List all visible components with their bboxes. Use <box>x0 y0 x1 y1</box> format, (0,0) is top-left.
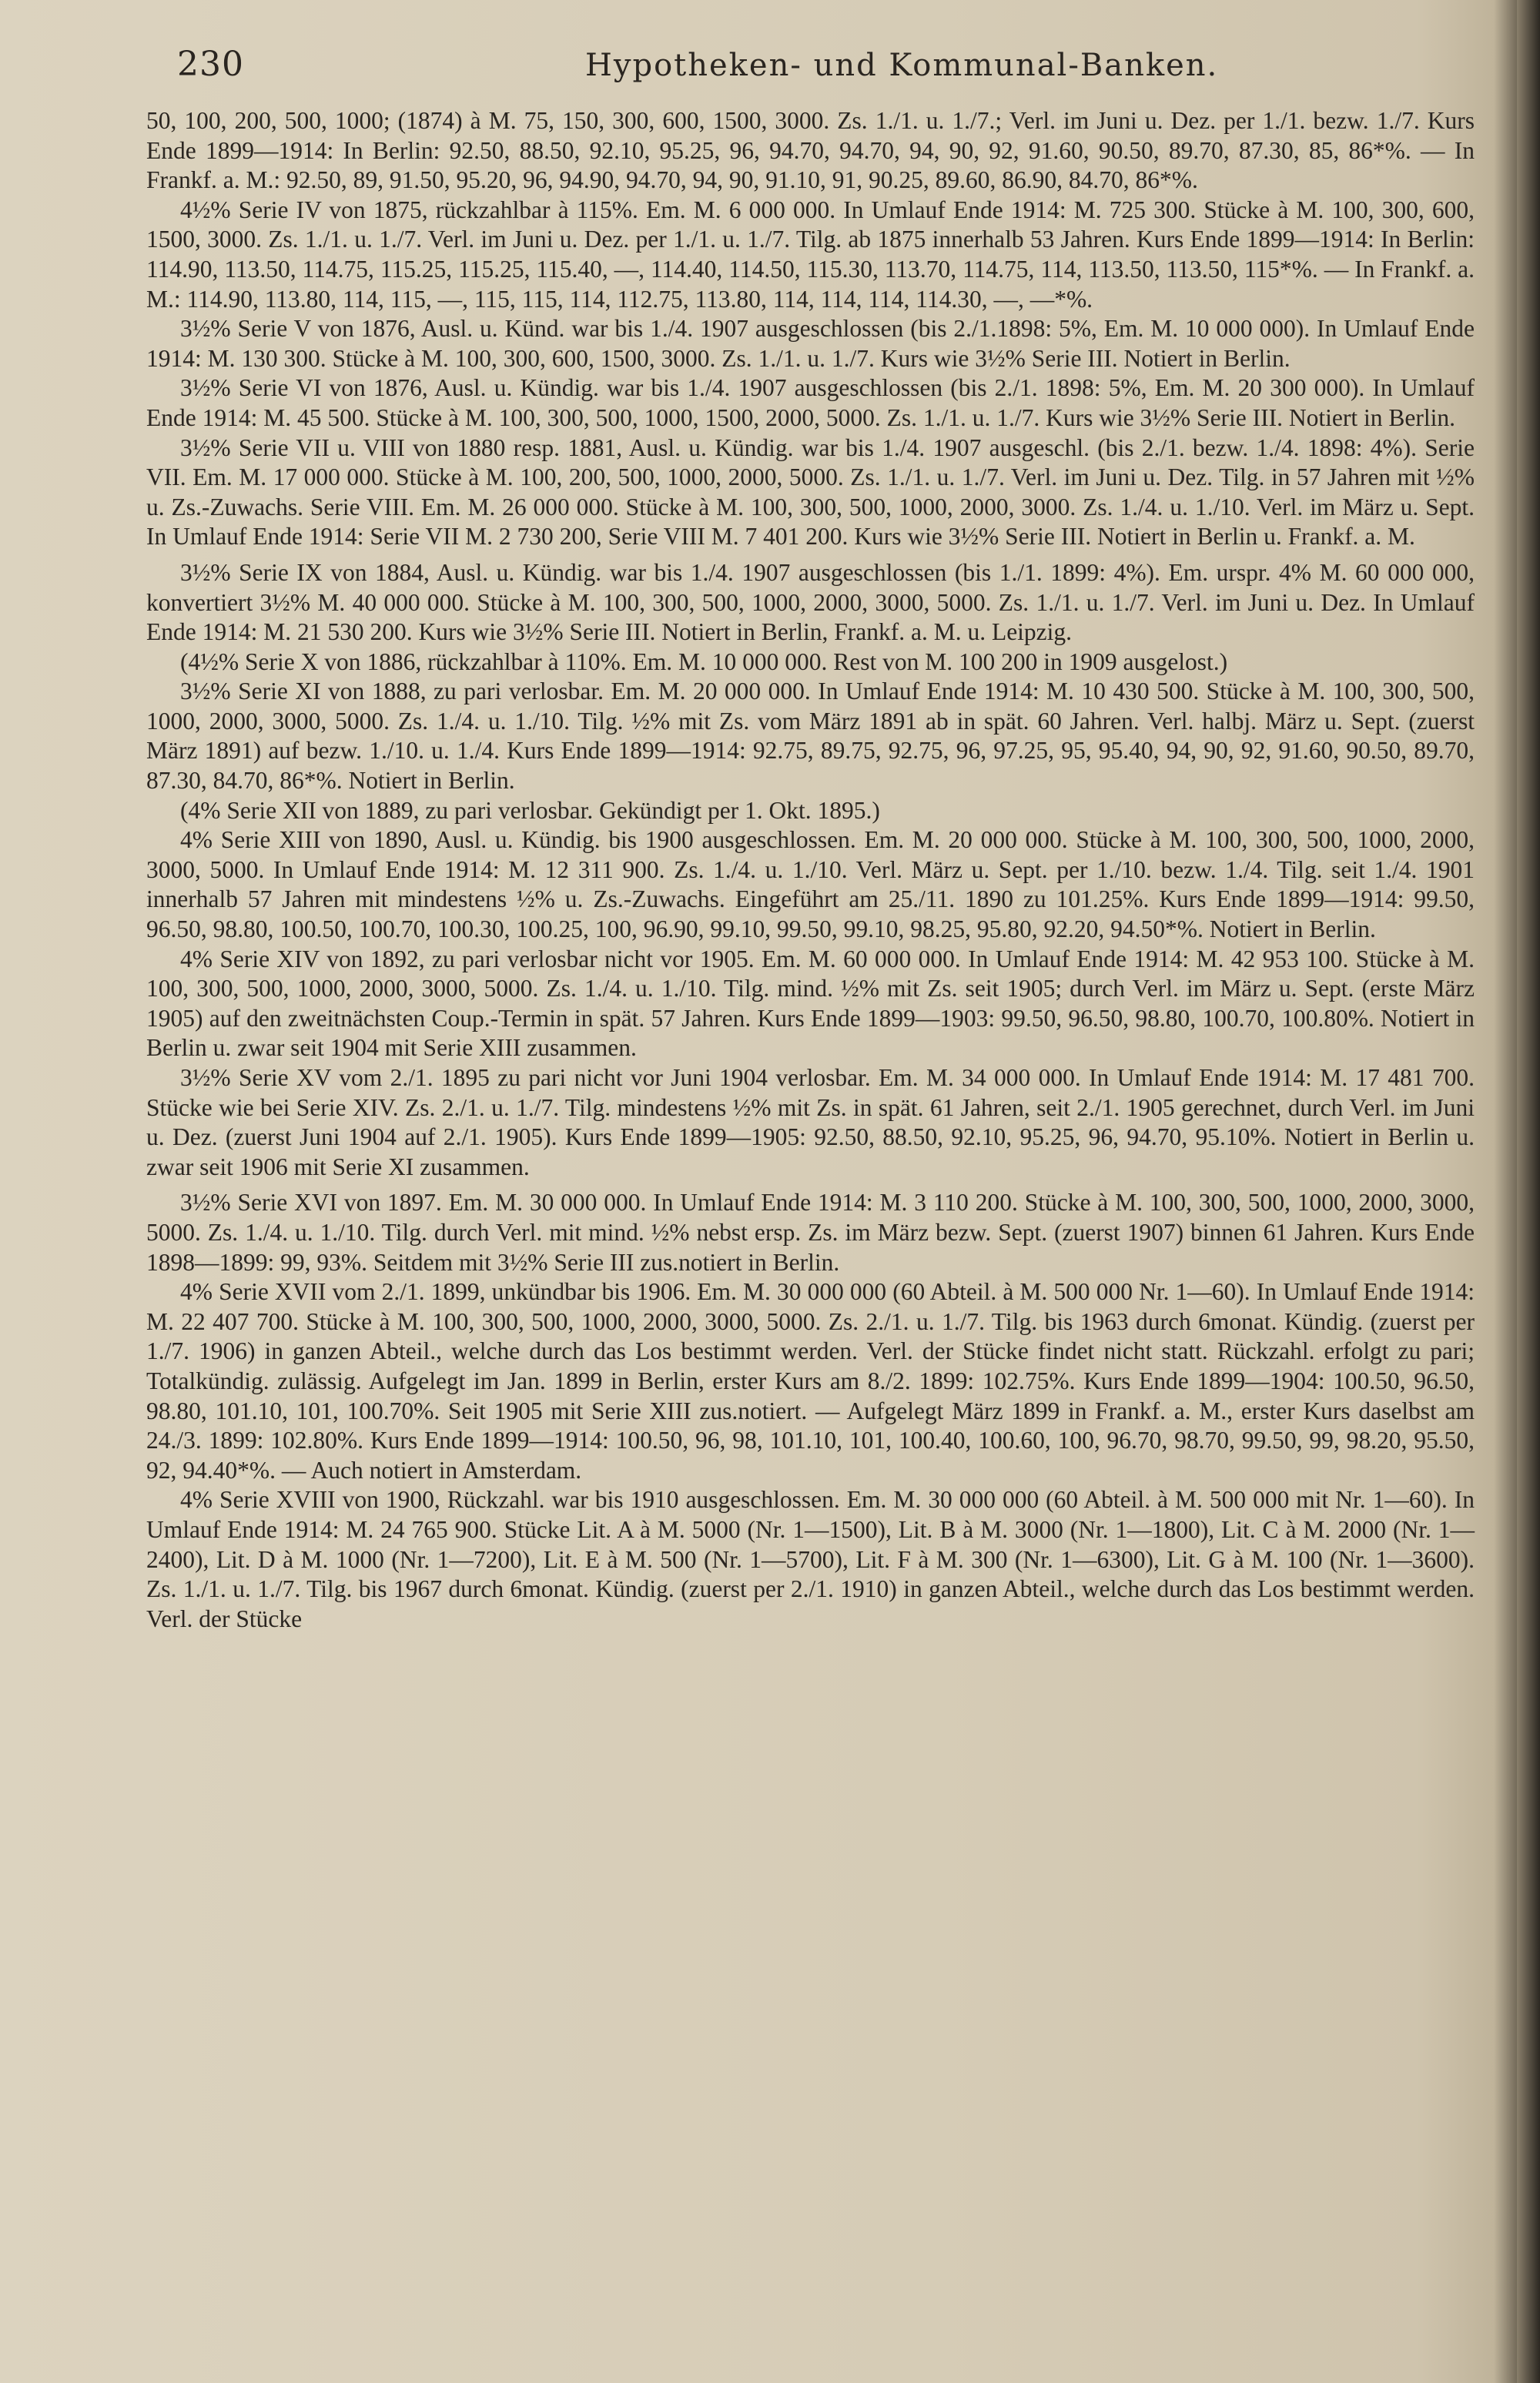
page-header <box>177 45 1486 91</box>
paragraph-serie-iii-continuation: 50, 100, 200, 500, 1000; (1874) à M. 75, 150, 300, 600, 1500, 3000. Zs. 1./1. u. 1./7.; Verl. im Juni u. Dez. per 1./1. bezw. 1./7. Kurs Ende 1899—1914: In Berlin: 92.50, 88.50, 92.10, 95.25, 96, 94.70, 94.70, 94, 90, 92, 91.60, 90.50, 89.70, 87.30, 85, 86*%. — In Frankf. a. M.: 92.50, 89, 91.50, 95.20, 96, 94.90, 94.70, 94, 90, 91.10, 91, 90.25, 89.60, 86.90, 84.70, 86*%. <box>146 107 1475 194</box>
paragraph-serie-vi: 3½% Serie VI von 1876, Ausl. u. Kündig. war bis 1./4. 1907 ausgeschlossen (bis 2./1. 1898: 5%, Em. M. 20 300 000). In Umlauf Ende 1914: M. 45 500. Stücke à M. 100, 300, 500, 1000, 1500, 2000, 5000. Zs. 1./1. u. 1./7. Kurs wie 3½% Serie III. Notiert in Berlin. <box>146 374 1475 431</box>
paragraph-serie-xi: 3½% Serie XI von 1888, zu pari verlosbar. Em. M. 20 000 000. In Umlauf Ende 1914: M. 10 430 500. Stücke à M. 100, 300, 500, 1000, 2000, 3000, 5000. Zs. 1./4. u. 1./10. Tilg. ½% mit Zs. vom März 1891 ab in spät. 60 Jahren. Verl. halbj. März u. Sept. (zuerst März 1891) auf bezw. 1./10. u. 1./4. Kurs Ende 1899—1914: 92.75, 89.75, 92.75, 96, 97.25, 95, 95.40, 94, 90, 92, 91.60, 90.50, 89.70, 87.30, 84.70, 86*%. Notiert in Berlin. <box>146 678 1475 795</box>
paragraph-serie-v: 3½% Serie V von 1876, Ausl. u. Künd. war bis 1./4. 1907 ausgeschlossen (bis 2./1.1898: 5%, Em. M. 10 000 000). In Umlauf Ende 1914: M. 130 300. Stücke à M. 100, 300, 600, 1500, 3000. Zs. 1./1. u. 1./7. Kurs wie 3½% Serie III. Notiert in Berlin. <box>146 315 1475 372</box>
paragraph-serie-x-note: (4½% Serie X von 1886, rückzahlbar à 110%. Em. M. 10 000 000. Rest von M. 100 200 in 1909 ausgelost.) <box>180 648 1228 675</box>
paragraph-serie-xviii: 4% Serie XVIII von 1900, Rückzahl. war bis 1910 ausgeschlossen. Em. M. 30 000 000 (60 Abteil. à M. 500 000 mit Nr. 1—60). In Umlauf Ende 1914: M. 24 765 900. Stücke Lit. A à M. 5000 (Nr. 1—1500), Lit. B à M. 3000 (Nr. 1—1800), Lit. C à M. 2000 (Nr. 1—2400), Lit. D à M. 1000 (Nr. 1—7200), Lit. E à M. 500 (Nr. 1—5700), Lit. F à M. 300 (Nr. 1—6300), Lit. G à M. 100 (Nr. 1—3600). Zs. 1./1. u. 1./7. Tilg. bis 1967 durch 6monat. Kündig. (zuerst per 2./1. 1910) in ganzen Abteil., welche durch das Los bestimmt werden. Verl. der Stücke <box>146 1486 1475 1632</box>
paragraph-serie-xvi: 3½% Serie XVI von 1897. Em. M. 30 000 000. In Umlauf Ende 1914: M. 3 110 200. Stücke à M. 100, 300, 500, 1000, 2000, 3000, 5000. Zs. 1./4. u. 1./10. Tilg. durch Verl. mit mind. ½% nebst ersp. Zs. im März bezw. Sept. (zuerst 1907) binnen 61 Jahren. Kurs Ende 1898—1899: 99, 93%. Seitdem mit 3½% Serie III zus.notiert in Berlin. <box>146 1189 1475 1276</box>
paragraph-serie-xiii: 4% Serie XIII von 1890, Ausl. u. Kündig. bis 1900 ausgeschlossen. Em. M. 20 000 000. Stücke à M. 100, 300, 500, 1000, 2000, 3000, 5000. In Umlauf Ende 1914: M. 12 311 900. Zs. 1./4. u. 1./10. Verl. März u. Sept. per 1./10. bezw. 1./4. Tilg. seit 1./4. 1901 innerhalb 57 Jahren mit mindestens ½% u. Zs.-Zuwachs. Eingeführt am 25./11. 1890 zu 101.25%. Kurs Ende 1899—1914: 99.50, 96.50, 98.80, 100.50, 100.70, 100.30, 100.25, 100, 96.90, 99.10, 99.50, 99.10, 98.25, 95.80, 92.20, 94.50*%. Notiert in Berlin. <box>146 826 1475 943</box>
page-edge-shadow <box>1517 0 1540 2383</box>
running-title: Hypotheken- und Kommunal-Banken. <box>585 48 1219 83</box>
page-number: 230 <box>177 45 244 84</box>
paragraph-serie-xvii: 4% Serie XVII vom 2./1. 1899, unkündbar bis 1906. Em. M. 30 000 000 (60 Abteil. à M. 500 000 Nr. 1—60). In Umlauf Ende 1914: M. 22 407 700. Stücke à M. 100, 300, 500, 1000, 2000, 3000, 5000. Zs. 2./1. u. 1./7. Tilg. bis 1963 durch 6monat. Kündig. (zuerst per 1./7. 1906) in ganzen Abteil., welche durch das Los bestimmt werden. Verl. der Stücke findet nicht statt. Rückzahl. erfolgt zu pari; Totalkündig. zulässig. Aufgelegt im Jan. 1899 in Berlin, erster Kurs am 8./2. 1899: 102.75%. Kurs Ende 1899—1904: 100.50, 96.50, 98.80, 101.10, 101, 100.70%. Seit 1905 mit Serie XIII zus.notiert. — Aufgelegt März 1899 in Frankf. a. M., erster Kurs daselbst am 24./3. 1899: 102.80%. Kurs Ende 1899—1914: 100.50, 96, 98, 101.10, 101, 100.40, 100.60, 100, 96.70, 98.70, 99.50, 99, 98.20, 95.50, 92, 94.40*%. — Auch notiert in Amsterdam. <box>146 1278 1475 1484</box>
page-body <box>146 106 1475 1634</box>
paragraph-serie-ix: 3½% Serie IX von 1884, Ausl. u. Kündig. war bis 1./4. 1907 ausgeschlossen (bis 1./1. 1899: 4%). Em. urspr. 4% M. 60 000 000, konvertiert 3½% M. 40 000 000. Stücke à M. 100, 300, 500, 1000, 2000, 3000, 5000. Zs. 1./1. u. 1./7. Verl. im Juni u. Dez. In Umlauf Ende 1914: M. 21 530 200. Kurs wie 3½% Serie III. Notiert in Berlin, Frankf. a. M. u. Leipzig. <box>146 558 1475 646</box>
paragraph-serie-vii-viii: 3½% Serie VII u. VIII von 1880 resp. 1881, Ausl. u. Kündig. war bis 1./4. 1907 ausgeschl. (bis 2./1. bezw. 1./4. 1898: 4%). Serie VII. Em. M. 17 000 000. Stücke à M. 100, 200, 500, 1000, 2000, 5000. Zs. 1./1. u. 1./7. Verl. im Juni u. Dez. Tilg. in 57 Jahren mit ½% u. Zs.-Zuwachs. Serie VIII. Em. M. 26 000 000. Stücke à M. 100, 300, 500, 1000, 2000, 3000. Zs. 1./4. u. 1./10. Verl. im März u. Sept. In Umlauf Ende 1914: Serie VII M. 2 730 200, Serie VIII M. 7 401 200. Kurs wie 3½% Serie III. Notiert in Berlin u. Frankf. a. M. <box>146 433 1475 551</box>
paragraph-serie-xv: 3½% Serie XV vom 2./1. 1895 zu pari nicht vor Juni 1904 verlosbar. Em. M. 34 000 000. In Umlauf Ende 1914: M. 17 481 700. Stücke wie bei Serie XIV. Zs. 2./1. u. 1./7. Tilg. mindestens ½% mit Zs. in spät. 61 Jahren, seit 2./1. 1905 gerechnet, durch Verl. im Juni u. Dez. (zuerst Juni 1904 auf 2./1. 1905). Kurs Ende 1899—1905: 92.50, 88.50, 92.10, 95.25, 96, 94.70, 95.10%. Notiert in Berlin u. zwar seit 1906 mit Serie XI zusammen. <box>146 1064 1475 1180</box>
paragraph-serie-xiv: 4% Serie XIV von 1892, zu pari verlosbar nicht vor 1905. Em. M. 60 000 000. In Umlauf Ende 1914: M. 42 953 100. Stücke à M. 100, 300, 500, 1000, 2000, 3000, 5000. Zs. 1./4. u. 1./10. Tilg. mind. ½% mit Zs. seit 1905; durch Verl. im März u. Sept. (erste März 1905) auf den zweitnächsten Coup.-Termin in spät. 57 Jahren. Kurs Ende 1899—1903: 99.50, 96.50, 98.80, 100.70, 100.80%. Notiert in Berlin u. zwar seit 1904 mit Serie XIII zusammen. <box>146 945 1475 1062</box>
paragraph-serie-xii-note: (4% Serie XII von 1889, zu pari verlosbar. Gekündigt per 1. Okt. 1895.) <box>180 796 880 824</box>
paragraph-serie-iv: 4½% Serie IV von 1875, rückzahlbar à 115%. Em. M. 6 000 000. In Umlauf Ende 1914: M. 725 300. Stücke à M. 100, 300, 600, 1500, 3000. Zs. 1./1. u. 1./7. Verl. im Juni u. Dez. per 1./1. u. 1./7. Tilg. ab 1875 innerhalb 53 Jahren. Kurs Ende 1899—1914: In Berlin: 114.90, 113.50, 114.75, 115.25, 115.25, 115.40, —, 114.40, 114.50, 115.30, 113.70, 114.75, 114, 113.50, 113.50, 115*%. — In Frankf. a. M.: 114.90, 113.80, 114, 115, —, 115, 115, 114, 112.75, 113.80, 114, 114, 114, 114.30, —, —*%. <box>146 196 1475 313</box>
